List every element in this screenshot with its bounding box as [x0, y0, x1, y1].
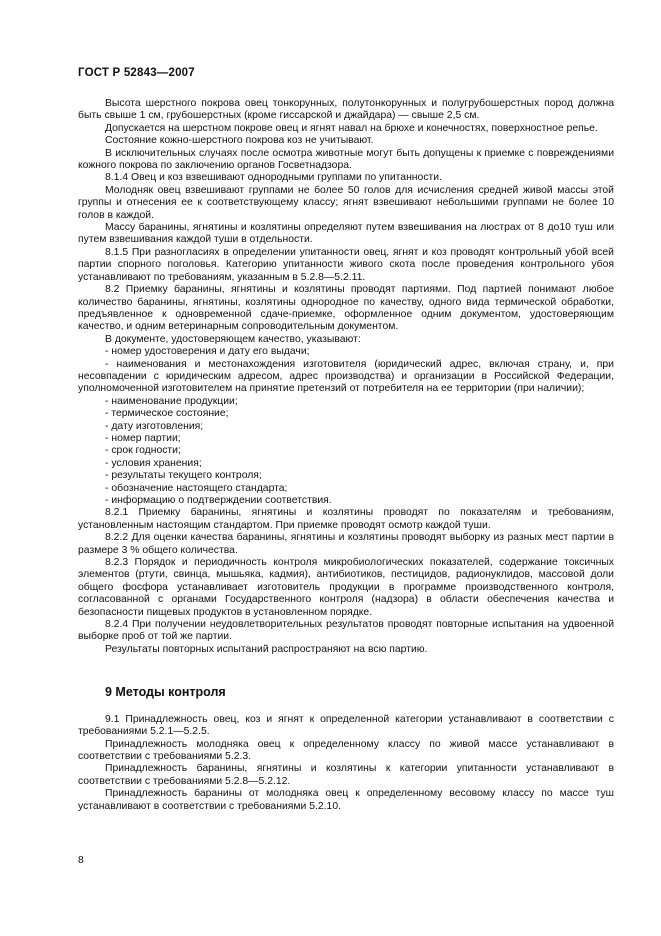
- list-item: - наименования и местонахождения изготовителя (юридический адрес, включая страну, и, при несовпадении с юридическим адресом, адрес производства) и организации в Российской Федерации, уполномоченной изготовителем на принятие претензий от потребителя на ее территории (при наличии);: [78, 358, 614, 395]
- document-body: [78, 98, 614, 813]
- list-item: - дату изготовления;: [105, 420, 204, 432]
- paragraph: 9.1 Принадлежность овец, коз и ягнят к определенной категории устанавливают в соответствии с требованиями 5.2.1—5.2.5.: [78, 713, 614, 738]
- list-item: - условия хранения;: [105, 457, 202, 469]
- paragraph: Состояние кожно-шерстного покрова коз не учитывают.: [105, 135, 374, 147]
- section-spacer: [78, 656, 614, 686]
- paragraph: 8.2 Приемку баранины, ягнятины и козлятины проводят партиями. Под партией понимают любое количество баранины, ягнятины, козлятины однородное по качеству, одного вида термической обработки, предъявленное к одновременной сдаче-приемке, оформленное одним документом, удостоверяющим качество, и одним ветеринарным сопроводительным документом.: [78, 284, 614, 333]
- paragraph: В документе, удостоверяющем качество, указывают:: [105, 333, 361, 345]
- list-item: - наименование продукции;: [105, 395, 238, 407]
- paragraph: 8.2.3 Порядок и периодичность контроля микробиологических показателей, содержание токсичных элементов (ртути, свинца, мышьяка, кадмия), антибиотиков, пестицидов, радионуклидов, массовой доли общего фосфора устанавливает изготовитель продукции в программе производственного контроля, согласованной с органами Государственного контроля (надзора) в области обеспечения качества и безопасности пищевых продуктов в установленном порядке.: [78, 557, 614, 618]
- paragraph: Молодняк овец взвешивают группами не более 50 голов для исчисления средней живой массы этой группы и отнесения ее к соответствующему классу; ягнят взвешивают небольшими группами не более 10 голов в каждой.: [78, 184, 614, 221]
- list-item: - информацию о подтверждении соответствия.: [105, 495, 332, 506]
- paragraph: Допускается на шерстном покрове овец и ягнят навал на брюхе и конечностях, поверхностное репье.: [105, 122, 598, 134]
- paragraph: 8.2.2 Для оценки качества баранины, ягнятины и козлятины проводят выборку из разных мест партии в размере 3 % общего количества.: [78, 532, 614, 556]
- list-item: - номер удостоверения и дату его выдачи;: [105, 346, 310, 358]
- paragraph: В исключительных случаях после осмотра животные могут быть допущены к приемке с повреждениями кожного покрова по заключению органов Госветнадзора.: [78, 147, 614, 172]
- list-item: - результаты текущего контроля;: [105, 470, 262, 482]
- paragraph: 8.2.1 Приемку баранины, ягнятины и козлятины проводят по показателям и требованиям, установленным настоящим стандартом. При приемке проводят осмотр каждой туши.: [78, 507, 614, 531]
- paragraph: Принадлежность молодняка овец к определенному классу по живой массе устанавливают в соответствии с требованиями 5.2.3.: [78, 738, 614, 762]
- paragraph: Массу баранины, ягнятины и козлятины определяют путем взвешивания на люстрах от 8 до10 туш или путем взвешивания каждой туши в отдельности.: [78, 222, 614, 246]
- page-number: 8: [78, 855, 84, 866]
- paragraph: Принадлежность баранины, ягнятины и козлятины к категории упитанности устанавливают в соответствии с требованиями 5.2.8—5.2.12.: [78, 763, 614, 787]
- paragraph: 8.1.5 При разногласиях в определении упитанности овец, ягнят и коз проводят контрольный убой всей партии спорного поголовья. Категорию упитанности живого скота после проведения контрольного убоя устанавливают по требованиям, указанным в 5.2.8—5.2.11.: [78, 246, 614, 283]
- paragraph: 8.1.4 Овец и коз взвешивают однородными группами по упитанности.: [105, 172, 442, 184]
- list-item: - срок годности;: [105, 445, 181, 457]
- list-item: - номер партии;: [105, 432, 181, 444]
- paragraph: Результаты повторных испытаний распространяют на всю партию.: [105, 643, 428, 655]
- paragraph: Принадлежность баранины от молодняка овец к определенному весовому классу по массе туш устанавливают в соответствии с требованиями 5.2.10.: [78, 788, 614, 812]
- document-header: ГОСТ Р 52843—2007: [78, 67, 195, 79]
- paragraph: Высота шерстного покрова овец тонкорунных, полутонкорунных и полугрубошерстных пород должна быть свыше 1 см, грубошерстных (кроме гиссарской и джайдара) — свыше 2,5 см.: [78, 98, 614, 122]
- paragraph: 8.2.4 При получении неудовлетворительных результатов проводят повторные испытания на удвоенной выборке проб от той же партии.: [78, 619, 614, 643]
- list-item: - обозначение настоящего стандарта;: [105, 482, 288, 494]
- list-item: - термическое состояние;: [105, 408, 229, 420]
- section-title: 9 Методы контроля: [105, 685, 226, 700]
